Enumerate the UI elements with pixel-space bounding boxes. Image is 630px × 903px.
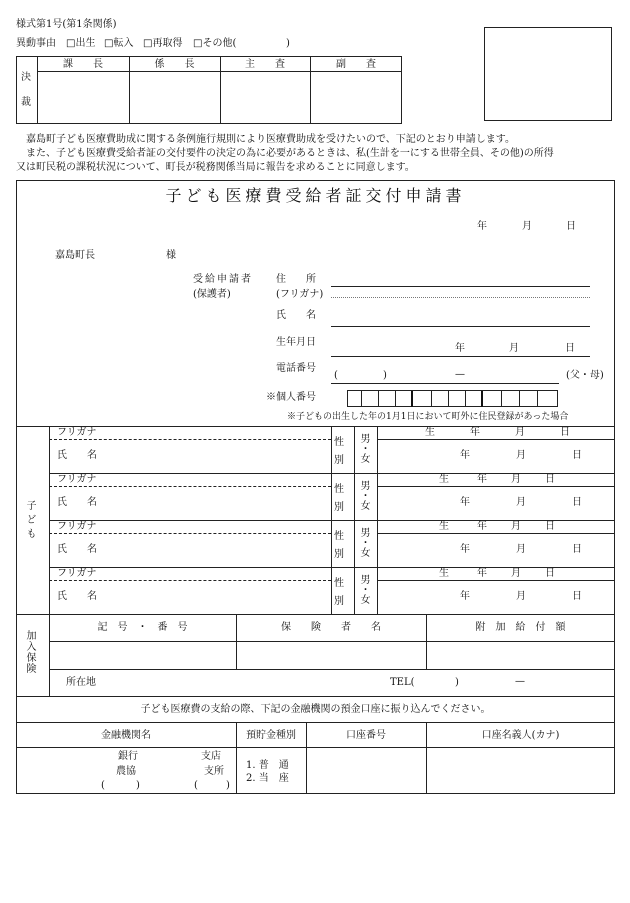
child-birth-month: 月 — [516, 497, 526, 508]
application-form — [16, 180, 615, 794]
approval-label-top: 決 — [21, 72, 31, 83]
applicant-name-label: 氏 名 — [276, 310, 316, 321]
intro-line-1: 嘉島町子ども医療費助成に関する条例施行規則により医療費助成を受けたいので、下記のとおり申請します。 — [16, 134, 515, 145]
bank-paren-close-1: ) — [136, 780, 140, 791]
insurance-tel-label: TEL( — [390, 677, 415, 688]
insurance-tel-dash: — — [515, 676, 525, 687]
mynumber-boxes[interactable] — [347, 390, 558, 407]
stamp-box — [484, 27, 612, 121]
child-sex-options[interactable]: 男・女 — [358, 527, 369, 557]
form-title: 子ども医療費受給者証交付申請書 — [165, 186, 466, 205]
form-number: 様式第1号(第1条関係) — [16, 19, 117, 30]
birth-month: 月 — [509, 343, 519, 354]
bank-col-account: 口座番号 — [346, 730, 386, 741]
date-year: 年 — [477, 221, 487, 232]
child-birth-month: 月 — [516, 544, 526, 555]
reason-label: 異動事由 — [16, 38, 56, 49]
mynumber-note: ※子どもの出生した年の1月1日において町外に住民登録があった場合 — [287, 412, 569, 422]
child-birth-year-top: 年 — [477, 474, 487, 485]
approval-col-deputy-examiner: 副 査 — [336, 59, 376, 70]
bank-type-checking[interactable]: 2. 当 座 — [246, 773, 289, 784]
phone-close: ) — [383, 370, 387, 381]
child-birth-year-top: 年 — [470, 427, 480, 438]
child-sex-label-top: 性 — [334, 484, 344, 495]
child-name-label: 氏 名 — [57, 497, 97, 508]
address-field[interactable] — [331, 286, 590, 287]
reason-birth-checkbox[interactable]: □出生 — [66, 38, 96, 49]
child-furigana-label: フリガナ — [57, 427, 97, 438]
applicant-name-field[interactable] — [331, 326, 590, 327]
bank-coop: 農協 — [116, 766, 136, 777]
child-sex-label-top: 性 — [334, 531, 344, 542]
child-birth-month-top: 月 — [511, 521, 521, 532]
child-sex-options[interactable]: 男・女 — [358, 480, 369, 510]
phone-field[interactable] — [331, 383, 559, 384]
bank-paren-open-1: ( — [101, 780, 105, 791]
bank-col-holder: 口座名義人(カナ) — [481, 730, 560, 741]
intro-line-3: 又は町民税の課税状況について、町長が税務関係当局に報告を求めることに同意します。 — [16, 162, 415, 173]
child-birth-day: 日 — [572, 591, 582, 602]
child-birth-year-top: 年 — [477, 568, 487, 579]
approval-col-chief-examiner: 主 査 — [245, 59, 285, 70]
approval-col-section-chief: 課 長 — [63, 59, 103, 70]
children-label: 子ども — [24, 500, 35, 542]
child-name-label: 氏 名 — [57, 591, 97, 602]
child-birth-day-top: 日 — [545, 568, 555, 579]
child-name-label: 氏 名 — [57, 450, 97, 461]
child-name-label: 氏 名 — [57, 544, 97, 555]
address-label: 住 所 — [276, 274, 316, 285]
bank-paren-close-2: ) — [226, 780, 230, 791]
furigana-field[interactable] — [331, 297, 590, 298]
bank-paren-open-2: ( — [194, 780, 198, 791]
child-birth-day: 日 — [572, 450, 582, 461]
reason-movein-checkbox[interactable]: □転入 — [104, 38, 134, 49]
phone-open: ( — [334, 370, 338, 381]
phone-dash: — — [455, 369, 465, 380]
child-sex-label-bottom: 別 — [334, 502, 344, 513]
bank-bank: 銀行 — [118, 751, 138, 762]
bank-office: 支所 — [204, 766, 224, 777]
insurance-address-label: 所在地 — [66, 677, 96, 688]
birth-field[interactable] — [331, 356, 590, 357]
birth-year: 年 — [455, 343, 465, 354]
child-sex-label-top: 性 — [334, 578, 344, 589]
addressee: 嘉島町長 — [55, 250, 95, 261]
insurance-col-insurer: 保 険 者 名 — [281, 622, 381, 633]
guardian-label: (保護者) — [193, 289, 231, 300]
bank-type-ordinary[interactable]: 1. 普 通 — [246, 760, 289, 771]
child-birth-month-top: 月 — [515, 427, 525, 438]
child-birth-day-top: 日 — [560, 427, 570, 438]
reason-other-checkbox[interactable]: □その他( — [193, 38, 237, 49]
child-birth-year: 年 — [460, 544, 470, 555]
date-day: 日 — [566, 221, 576, 232]
child-sex-label-bottom: 別 — [334, 549, 344, 560]
child-birth-day: 日 — [572, 497, 582, 508]
phone-relation: (父・母) — [566, 370, 604, 381]
child-birth-month: 月 — [516, 591, 526, 602]
child-birth-day-top: 日 — [545, 521, 555, 532]
child-furigana-label: フリガナ — [57, 474, 97, 485]
birth-day: 日 — [565, 343, 575, 354]
child-birth-year: 年 — [460, 450, 470, 461]
child-sex-options[interactable]: 男・女 — [358, 433, 369, 463]
child-birth-era: 生 — [439, 568, 449, 579]
applicant-label: 受給申請者 — [193, 274, 253, 285]
child-birth-month: 月 — [516, 450, 526, 461]
child-birth-day-top: 日 — [545, 474, 555, 485]
bank-branch: 支店 — [201, 751, 221, 762]
child-sex-label-bottom: 別 — [334, 455, 344, 466]
reason-other-close: ) — [286, 38, 290, 49]
insurance-tel-close: ) — [455, 677, 459, 688]
child-birth-year: 年 — [460, 591, 470, 602]
bank-notice: 子ども医療費の支給の際、下記の金融機関の預金口座に振り込んでください。 — [140, 704, 491, 715]
reason-reacquire-checkbox[interactable]: □再取得 — [143, 38, 183, 49]
child-sex-options[interactable]: 男・女 — [358, 574, 369, 604]
child-furigana-label: フリガナ — [57, 521, 97, 532]
honorific: 様 — [166, 250, 176, 261]
child-birth-era: 生 — [439, 474, 449, 485]
date-month: 月 — [522, 221, 532, 232]
furigana-label: (フリガナ) — [276, 289, 324, 300]
phone-label: 電話番号 — [276, 363, 316, 374]
child-birth-day: 日 — [572, 544, 582, 555]
child-birth-year: 年 — [460, 497, 470, 508]
mynumber-label: ※個人番号 — [266, 392, 316, 403]
child-sex-label-top: 性 — [334, 437, 344, 448]
child-birth-year-top: 年 — [477, 521, 487, 532]
child-birth-month-top: 月 — [511, 568, 521, 579]
bank-col-institution: 金融機関名 — [101, 730, 151, 741]
child-birth-era: 生 — [425, 427, 435, 438]
child-birth-month-top: 月 — [511, 474, 521, 485]
insurance-label: 加入保険 — [24, 630, 35, 674]
intro-line-2: また、子ども医療費受給者証の交付要件の決定の為に必要があるときは、私(生計を一にする世帯全員、その他)の所得 — [16, 148, 554, 159]
child-birth-era: 生 — [439, 521, 449, 532]
insurance-col-number: 記 号 ・ 番 号 — [97, 622, 188, 633]
insurance-col-benefit: 附 加 給 付 額 — [475, 622, 566, 633]
approval-label-bottom: 裁 — [21, 97, 31, 108]
birth-label: 生年月日 — [276, 337, 316, 348]
bank-col-type: 預貯金種別 — [246, 730, 296, 741]
child-sex-label-bottom: 別 — [334, 596, 344, 607]
approval-col-subsection-chief: 係 長 — [154, 59, 195, 70]
child-furigana-label: フリガナ — [57, 568, 97, 579]
